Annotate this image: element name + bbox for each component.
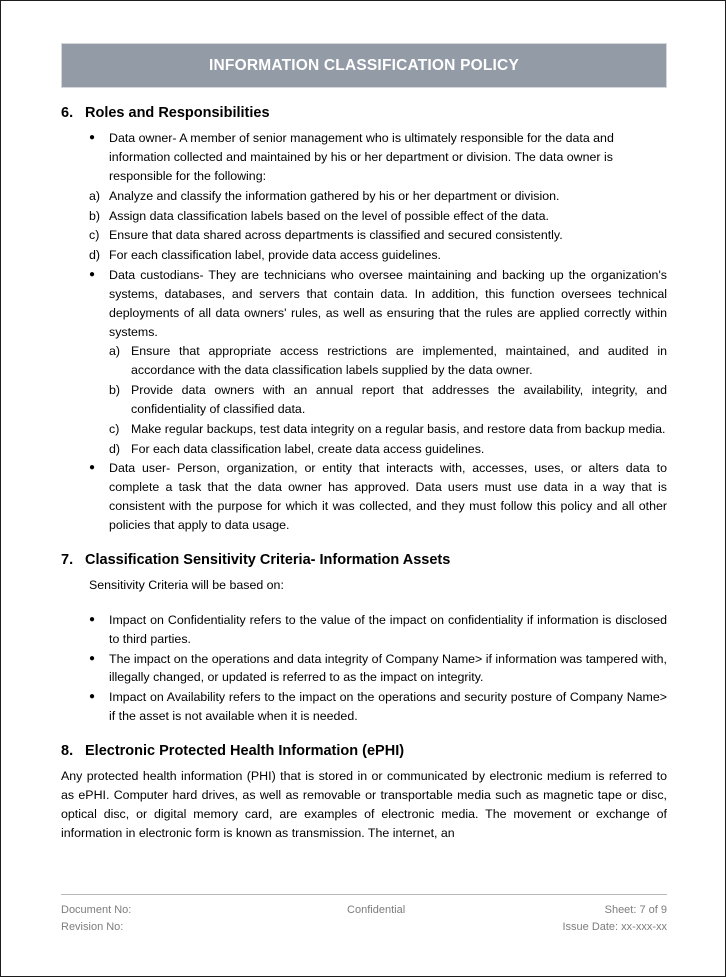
document-title: INFORMATION CLASSIFICATION POLICY <box>209 56 519 74</box>
section-7-list <box>61 611 667 726</box>
list-item-text: Ensure that data shared across departments is classified and secured consistently. <box>109 228 563 243</box>
list-item-text: Data user- Person, organization, or entity that interacts with, accesses, uses, or alters data to complete a task that the data owner has approved. Data users must use data in a way that is consistent with the purpose for which it was collected, and they must follow this policy and all other policies that apply to data usage. <box>109 461 667 532</box>
footer-sheet-number: Sheet: 7 of 9 <box>604 904 667 916</box>
section-7-heading <box>61 551 667 569</box>
page-content <box>61 1 667 977</box>
list-item <box>89 226 667 245</box>
list-item-text: Provide data owners with an annual report that addresses the availability, integrity, and confidentiality of classified data. <box>131 383 667 416</box>
list-item <box>109 420 667 439</box>
bullet-icon: ● <box>89 132 96 144</box>
section-6-user-bullet <box>61 459 667 534</box>
footer-revision-no: Revision No: <box>61 921 124 934</box>
bullet-icon: ● <box>89 691 96 703</box>
list-marker: c) <box>109 421 120 436</box>
section-7-number: 7. <box>61 551 74 568</box>
list-marker: a) <box>89 188 101 203</box>
footer-issue-date: Issue Date: xx-xxx-xx <box>562 921 667 934</box>
page-footer <box>61 894 667 936</box>
list-item-text: Impact on Availability refers to the impact on the operations and security posture of Company Name> if the asset is not available when it is needed. <box>109 690 667 724</box>
bullet-icon: ● <box>89 652 96 664</box>
list-item-text: Data owner- A member of senior management who is ultimately responsible for the data and information collected and maintained by his or her department or division. The data owner is responsible for the following: <box>109 131 614 183</box>
footer-row-top <box>61 902 667 919</box>
section-6 <box>61 104 667 535</box>
bullet-icon: ● <box>89 462 96 474</box>
list-item-text: Ensure that appropriate access restrictions are implemented, maintained, and audited in accordance with the data classification labels supplied by the data owner. <box>131 344 667 378</box>
section-8-paragraph: Any protected health information (PHI) that is stored in or communicated by electronic medium is referred to as ePHI. Computer hard drives, as well as removable or transportable media such as magnetic tape or disc, optical disc, or digital memory card, are examples of electronic media. The movement or exchange of information in electronic form is known as transmission. The internet, an <box>61 769 667 840</box>
footer-confidential-label: Confidential <box>347 904 406 916</box>
list-item <box>89 459 667 534</box>
list-item <box>89 688 667 726</box>
section-8 <box>61 742 667 843</box>
list-item <box>89 611 667 649</box>
section-6-custodian-sublist <box>61 342 667 458</box>
footer-row-bottom <box>61 919 667 936</box>
list-item-text: For each data classification label, create data access guidelines. <box>131 441 485 456</box>
list-marker: c) <box>89 228 100 243</box>
document-header-banner <box>61 43 667 88</box>
list-item <box>109 381 667 419</box>
list-item <box>89 650 667 688</box>
list-item <box>89 129 667 186</box>
footer-divider <box>61 894 667 895</box>
section-6-number: 6. <box>61 105 74 121</box>
list-item-text: Analyze and classify the information gathered by his or her department or division. <box>109 188 560 203</box>
list-item <box>109 440 667 459</box>
section-6-title: Roles and Responsibilities <box>85 105 270 121</box>
list-item-text: Impact on Confidentiality refers to the value of the impact on confidentiality if information is disclosed to third parties. <box>109 612 667 646</box>
list-item <box>89 187 667 206</box>
footer-document-no: Document No: <box>61 904 132 916</box>
list-item <box>89 207 667 226</box>
section-7-intro: Sensitivity Criteria will be based on: <box>89 577 284 592</box>
list-item-text: Assign data classification labels based on the level of possible effect of the data. <box>109 208 549 223</box>
section-8-number: 8. <box>61 742 74 759</box>
list-item-text: Make regular backups, test data integrity on a regular basis, and restore data from backup media. <box>131 421 666 436</box>
section-7-title: Classification Sensitivity Criteria- Information Assets <box>85 551 451 568</box>
list-marker: a) <box>109 344 121 359</box>
spacer <box>61 597 667 611</box>
section-7 <box>61 551 667 726</box>
list-item <box>89 266 667 341</box>
list-item-text: The impact on the operations and data integrity of Company Name> if information was tampered with, illegally changed, or updated is referred to as the impact on integrity. <box>109 651 667 685</box>
list-marker: b) <box>89 208 101 223</box>
section-8-heading <box>61 742 667 760</box>
list-item <box>109 342 667 380</box>
list-item-text: For each classification label, provide data access guidelines. <box>109 248 441 263</box>
section-6-heading <box>61 104 667 122</box>
section-6-owner-sublist <box>61 187 667 265</box>
section-8-title: Electronic Protected Health Information (ePHI) <box>85 742 405 759</box>
list-marker: d) <box>109 441 121 456</box>
section-6-custodian-bullet <box>61 266 667 341</box>
bullet-icon: ● <box>89 269 96 281</box>
section-6-list <box>61 129 667 186</box>
list-marker: b) <box>109 383 121 398</box>
list-marker: d) <box>89 248 101 263</box>
bullet-icon: ● <box>89 613 96 625</box>
list-item <box>89 246 667 265</box>
list-item-text: Data custodians- They are technicians who oversee maintaining and backing up the organization's systems, databases, and servers that contain data. In addition, this function oversees technical deployments of all data owners' rules, as well as ensuring that the rules are applied correctly within systems. <box>109 268 667 339</box>
